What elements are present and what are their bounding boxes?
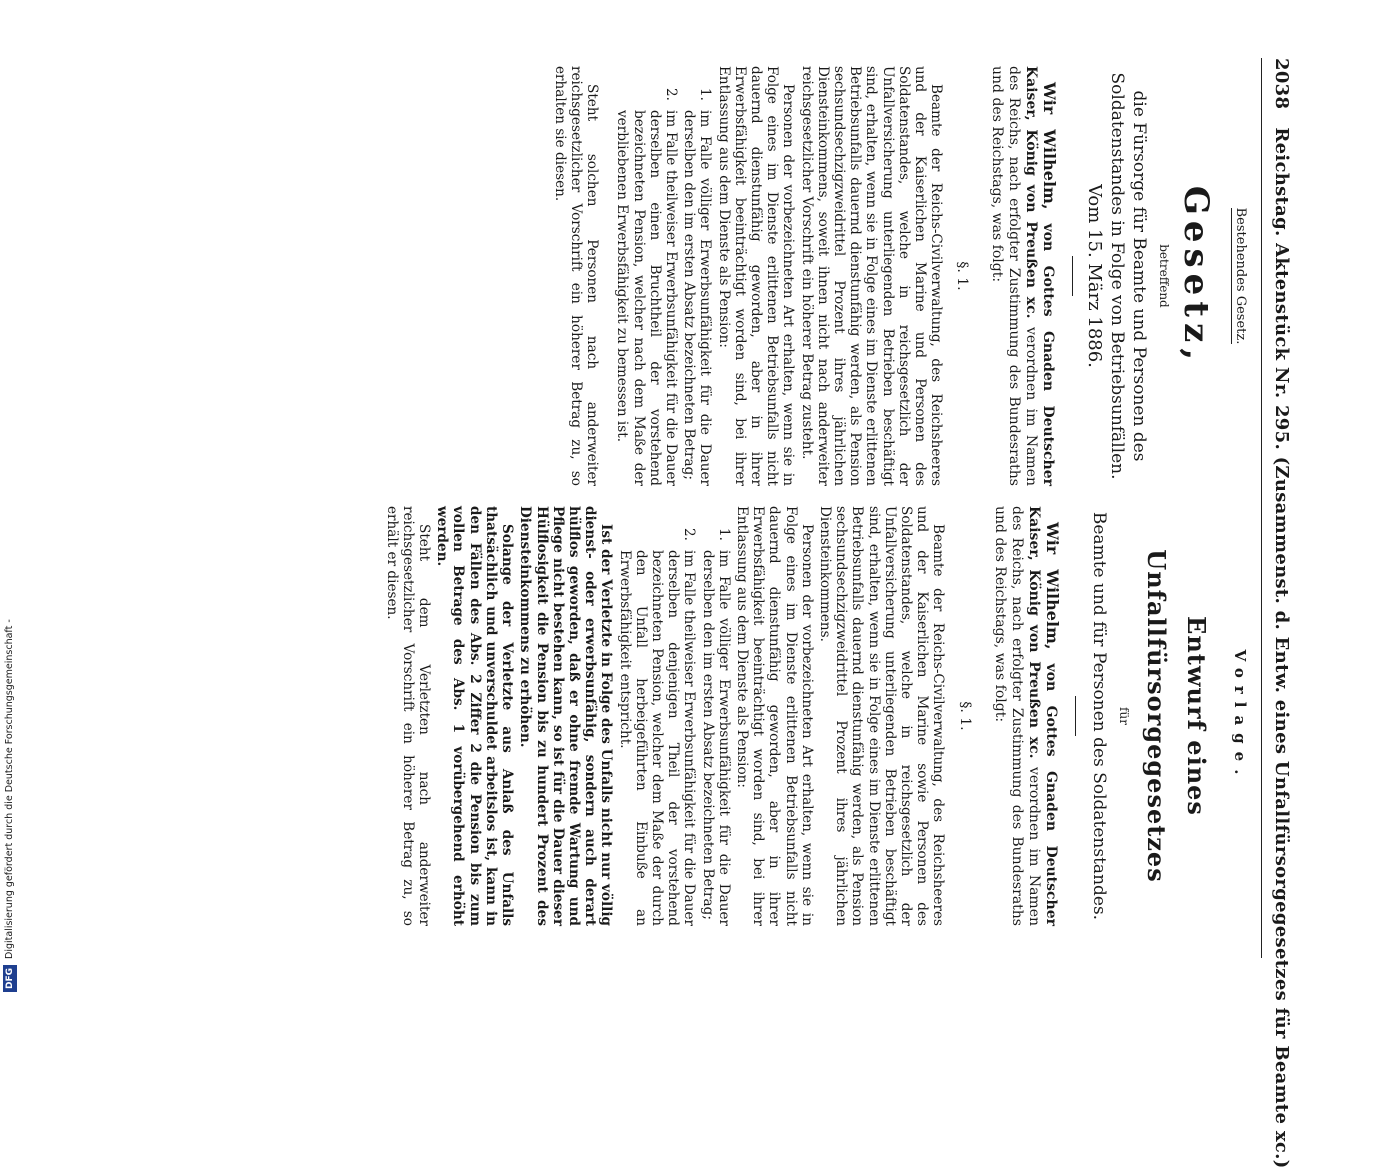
emperor-name: Wir Wilhelm, xyxy=(1042,522,1062,650)
section-heading: §. 1. xyxy=(956,701,973,731)
list-text: im Falle völliger Erwerbsunfähigkeit für die Dauer derselben den im ersten Absatz bezeichneten Betrag; xyxy=(699,550,732,926)
page-number: 2038 xyxy=(1271,58,1292,110)
list-text: im Falle völliger Erwerbsunfähigkeit für die Dauer derselben den im ersten Absatz bezeichneten Betrag; xyxy=(681,110,714,486)
document-date: Vom 15. März 1886. xyxy=(1083,184,1105,368)
paragraph: Beamte der Reichs-Civilverwaltung, des Reichsheeres und der Kaiserlichen Marine sowie Personen des Soldatenstandes, welche in reichsgesetzlich der Unfallversicherung unterliegenden Betrieben beschäftigt sind, erhalten, wenn sie in Folge eines im Dienste erlittenen Betriebsunfalls dauernd dienstunfähig werden, als Pension sechsundsechzigzweidrittel Prozent ihres jährlichen Diensteinkommens. xyxy=(816,506,947,926)
divider xyxy=(1072,256,1073,296)
document-title: Entwurf eines Unfallfürsorgegesetzes xyxy=(1141,549,1211,883)
betreffend-label: betreffend xyxy=(1156,244,1171,308)
list-number: 1. xyxy=(715,528,732,541)
footer-text: Digitalisierung gefördert durch die Deutsche Forschungsgemeinschaft - xyxy=(4,619,15,959)
enacting-formula xyxy=(988,66,1058,486)
enacting-formula xyxy=(991,506,1061,926)
emperor-name: Wir Wilhelm, xyxy=(1040,82,1060,210)
draft-column xyxy=(88,506,1248,926)
list-number: 1. xyxy=(697,88,714,101)
fuer-label: für xyxy=(1116,707,1131,725)
list-item xyxy=(616,528,697,926)
column-label: Bestehendes Gesetz. xyxy=(1233,207,1248,345)
paragraph: Steht dem Verletzten nach anderweiter reichsgesetzlicher Vorschrift ein höherer Betrag zu, so erhält er diesen. xyxy=(383,506,433,926)
paragraph: Beamte der Reichs-Civilverwaltung, des Reichsheeres und der Kaiserlichen Marine und Personen des Soldatenstandes, welche in reichsgesetzlich der Unfallversicherung unterliegenden Betrieben beschäftigt sind, erhalten, wenn sie in Folge eines im Dienste erlittenen Betriebsunfalls dauernd dienstunfähig werden, als Pension sechsundsechzigzweidrittel Prozent ihres jährlichen Diensteinkommens, soweit ihnen nicht nach anderweiter reichsgesetzlicher Vorschrift ein höherer Betrag zusteht. xyxy=(798,66,945,486)
rotated-document-page xyxy=(20,18,1310,1169)
paragraph: Personen der vorbezeichneten Art erhalten, wenn sie in Folge eines im Dienste erlittenen Betriebsunfalls nicht dauernd dienstunfähig geworden, aber in ihrer Erwerbsfähigkeit beeinträchtigt worden sind, bei ihrer Entlassung aus dem Dienste als Pension: xyxy=(715,66,797,486)
list-text: im Falle theilweiser Erwerbsunfähigkeit für die Dauer derselben denjenigen Theil der vorstehend bezeichneten Pension, welcher dem Maße der durch den Unfall herbeigeführten Einbuße an Erwerbsfähigkeit entspricht. xyxy=(616,550,698,926)
list-item xyxy=(681,88,713,486)
emperor-title: von Gottes Gnaden Deutscher Kaiser, König von Preußen xc. xyxy=(1025,506,1059,927)
paragraph: Ist der Verletzte in Folge des Unfalls nicht nur völlig dienst- oder erwerbsunfähig, sondern auch derart hülflos geworden, daß er ohne fremde Wartung und Pflege nicht bestehen kann, so ist für die Dauer dieser Hülflosigkeit die Pension bis zu hundert Prozent des Diensteinkommens zu erhöhen. xyxy=(517,506,615,926)
enacting-clause: verordnen im Namen des Reichs, nach erfolgter Zustimmung des Bundesraths und des Reichstags, was folgt: xyxy=(989,66,1040,486)
list-item xyxy=(614,88,679,486)
document-subject: Beamte und für Personen des Soldatenstandes. xyxy=(1088,511,1109,921)
paragraph: Steht solchen Personen nach anderweiter reichsgesetzlicher Vorschrift ein höherer Betrag zu, so erhalten sie diesen. xyxy=(551,66,601,486)
page-header xyxy=(1266,58,1292,1169)
header-rule xyxy=(1261,58,1262,958)
document-subject: die Fürsorge für Beamte und Personen des Soldatenstandes in Folge von Betriebsunfällen. xyxy=(1106,72,1149,480)
dfg-logo: DFG xyxy=(3,965,17,992)
list-item xyxy=(699,528,731,926)
enacting-clause: verordnen im Namen des Reichs, nach erfolgter Zustimmung des Bundesraths und des Reichstags, was folgt: xyxy=(991,506,1042,926)
list-number: 2. xyxy=(681,528,698,541)
list-number: 2. xyxy=(662,88,679,101)
column-label: Vorlage. xyxy=(1231,649,1249,783)
paragraph: Solange der Verletzte aus Anlaß des Unfalls thatsächlich und unverschuldet arbeitslos ist, kann in den Fällen des Abs. 2 Ziffer 2 die Pension bis zum vollen Betrage des Abs. 1 vorübergehend erhöht werden. xyxy=(434,506,516,926)
existing-law-column xyxy=(88,66,1248,486)
running-title: Reichstag. Aktenstück Nr. 295. (Zusammenst. d. Entw. eines Unfallfürsorgegesetzes für Beamte xc.) xyxy=(1271,127,1292,1169)
section-heading: §. 1. xyxy=(954,261,971,291)
list-text: im Falle theilweiser Erwerbsunfähigkeit für die Dauer derselben einen Bruchtheil der vorstehend bezeichneten Pension, welcher nach dem Maße der verbliebenen Erwerbsfähigkeit zu bemessen ist. xyxy=(614,110,679,486)
divider xyxy=(1075,696,1076,736)
document-title: Gesetz, xyxy=(1175,185,1216,367)
digitization-footer xyxy=(2,0,18,1000)
emperor-title: von Gottes Gnaden Deutscher Kaiser, König von Preußen xc. xyxy=(1023,66,1057,487)
paragraph: Personen der vorbezeichneten Art erhalten, wenn sie in Folge eines im Dienste erlittenen Betriebsunfalls nicht dauernd dienstunfähig geworden, aber in ihrer Erwerbsfähigkeit beeinträchtigt worden sind, bei ihrer Entlassung aus dem Dienste als Pension: xyxy=(733,506,815,926)
